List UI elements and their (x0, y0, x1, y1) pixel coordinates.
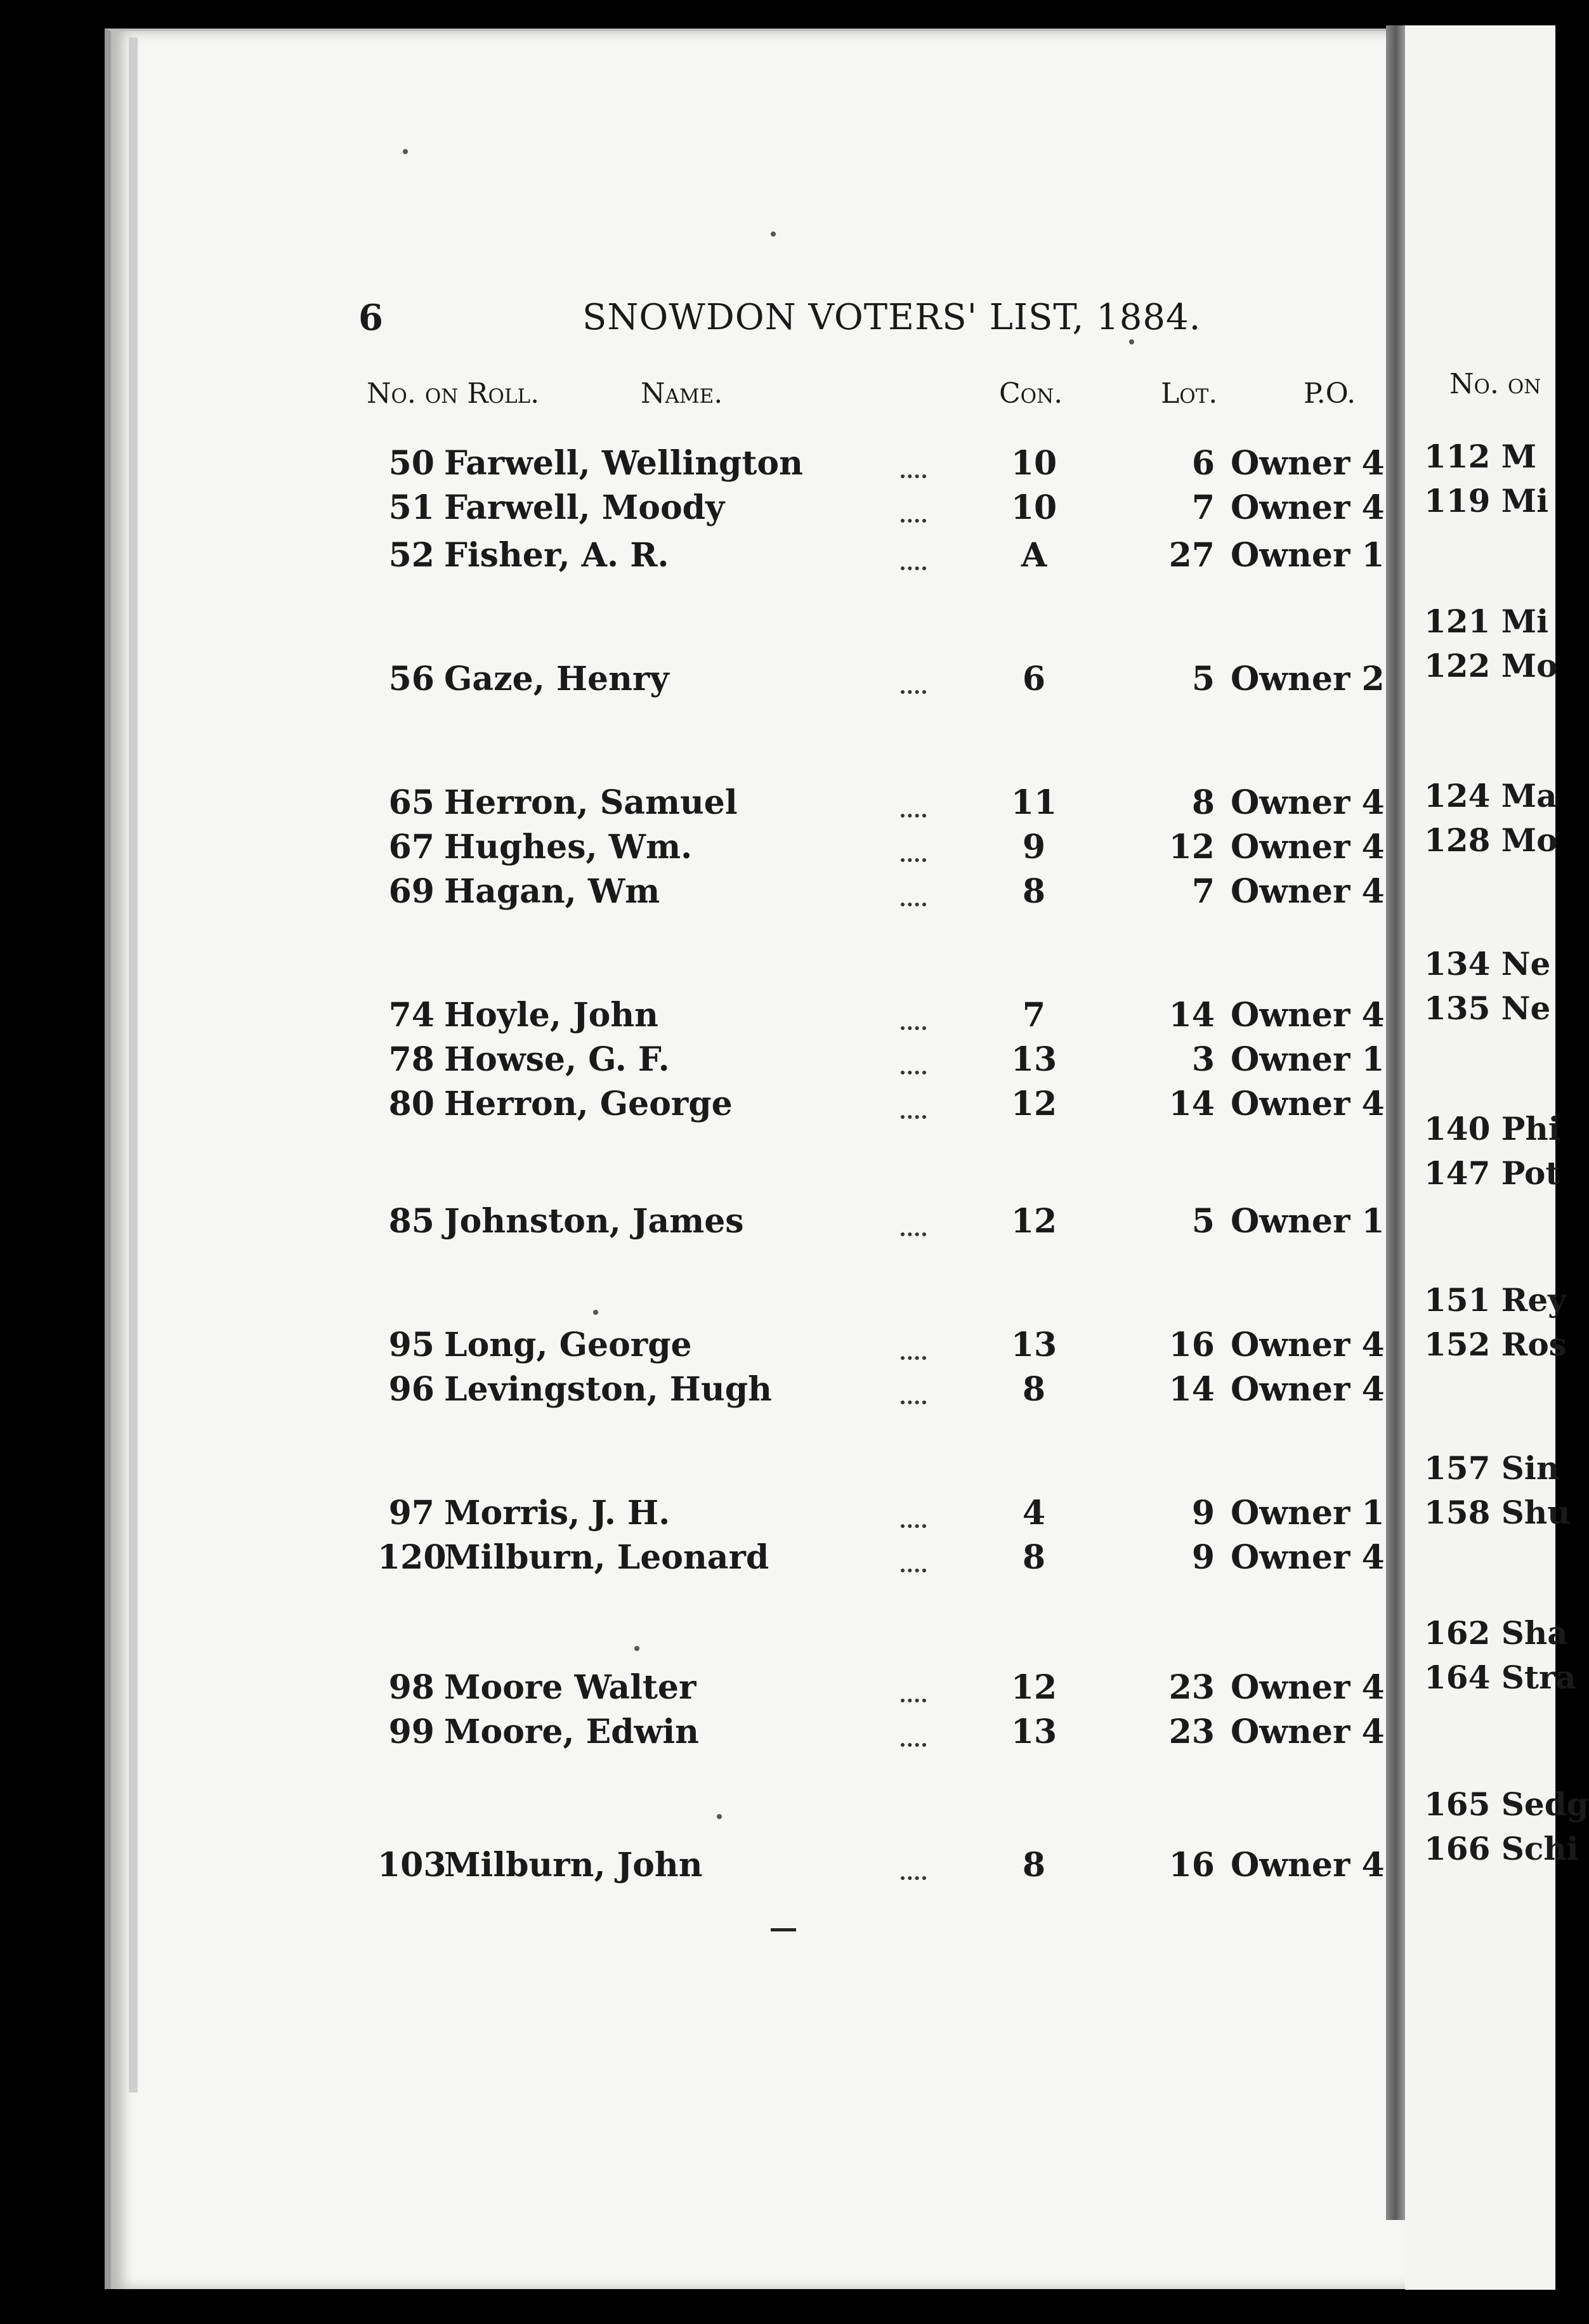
lot-number: 14 (1168, 996, 1215, 1035)
lot-number: 7 (1191, 488, 1215, 527)
voter-name: Herron, George (444, 1085, 733, 1123)
post-office: Owner 4 (1231, 1538, 1385, 1577)
voter-row (0, 1326, 1383, 1370)
post-office: Owner 1 (1231, 536, 1385, 575)
right-page-entry: 158 Shu (1424, 1494, 1571, 1531)
concession: 6 (1022, 660, 1046, 698)
roll-number: 65 (388, 783, 435, 822)
right-page-entry: 157 Sin (1424, 1449, 1560, 1487)
voter-name: Levingston, Hugh (444, 1370, 772, 1409)
header-con: Con. (999, 377, 1063, 410)
lot-number: 9 (1191, 1494, 1215, 1532)
right-page-entry: 162 Sha (1424, 1614, 1568, 1652)
concession: 12 (1010, 1085, 1057, 1123)
dot-leader (901, 512, 926, 523)
roll-number: 103 (377, 1846, 447, 1884)
voter-name: Milburn, John (444, 1846, 703, 1884)
dot-leader (901, 852, 926, 862)
dot-leader (901, 560, 926, 570)
post-office: Owner 1 (1231, 1494, 1385, 1532)
right-page-entry: 147 Pot (1424, 1154, 1560, 1192)
voter-name: Hagan, Wm (444, 872, 660, 911)
concession: 13 (1010, 1040, 1057, 1079)
header-name: Name. (641, 377, 723, 410)
voter-row (0, 1085, 1383, 1129)
voter-name: Morris, J. H. (444, 1494, 670, 1532)
roll-number: 52 (388, 536, 435, 575)
roll-number: 95 (388, 1326, 435, 1364)
header-po: P.O. (1304, 377, 1356, 410)
voter-row (0, 536, 1383, 580)
post-office: Owner 4 (1231, 1713, 1385, 1751)
roll-number: 97 (388, 1494, 435, 1532)
voter-row (0, 1202, 1383, 1246)
lot-number: 5 (1191, 660, 1215, 698)
dot-leader (901, 1394, 926, 1404)
dot-leader (901, 468, 926, 478)
roll-number: 56 (388, 660, 435, 698)
right-page-entry: 166 Schi (1424, 1830, 1579, 1867)
concession: 8 (1022, 1538, 1046, 1577)
lot-number: 23 (1168, 1668, 1215, 1707)
roll-number: 69 (388, 872, 435, 911)
post-office: Owner 4 (1231, 488, 1385, 527)
roll-number: 80 (388, 1085, 435, 1123)
voter-name: Moore Walter (444, 1668, 696, 1707)
end-dash (771, 1928, 796, 1931)
voter-name: Herron, Samuel (444, 783, 738, 822)
voter-row (0, 1713, 1383, 1757)
roll-number: 96 (388, 1370, 435, 1409)
roll-number: 120 (377, 1538, 447, 1577)
voter-name: Gaze, Henry (444, 660, 669, 698)
right-page-entry: 151 Rey (1424, 1281, 1567, 1319)
voter-row (0, 444, 1383, 488)
dot-leader (901, 807, 926, 818)
header-lot: Lot. (1161, 377, 1218, 410)
dot-leader (901, 1562, 926, 1572)
lot-number: 8 (1191, 783, 1215, 822)
right-page-entry: 122 Mo (1424, 647, 1558, 684)
dot-leader (901, 1109, 926, 1119)
concession: 13 (1010, 1713, 1057, 1751)
dot-leader (901, 896, 926, 906)
voter-row (0, 996, 1383, 1040)
post-office: Owner 4 (1231, 1326, 1385, 1364)
post-office: Owner 4 (1231, 1668, 1385, 1707)
concession: 10 (1010, 444, 1057, 483)
voter-name: Johnston, James (444, 1202, 744, 1241)
post-office: Owner 4 (1231, 872, 1385, 911)
dot-leader (901, 1350, 926, 1360)
voter-row (0, 660, 1383, 704)
concession: 10 (1010, 488, 1057, 527)
voter-row (0, 1370, 1383, 1414)
voter-name: Farwell, Moody (444, 488, 725, 527)
voter-row (0, 1538, 1383, 1583)
post-office: Owner 4 (1231, 1846, 1385, 1884)
right-page-entry: 152 Ros (1424, 1326, 1567, 1363)
dot-leader (901, 1692, 926, 1702)
lot-number: 14 (1168, 1370, 1215, 1409)
right-page-entry: 128 Mo (1424, 821, 1558, 859)
voter-row (0, 1494, 1383, 1538)
roll-number: 67 (388, 828, 435, 866)
right-page-entry: 121 Mi (1424, 603, 1549, 640)
concession: 4 (1022, 1494, 1046, 1532)
roll-number: 51 (388, 488, 435, 527)
right-page-entry: 134 Ne (1424, 945, 1551, 982)
right-header: No. on (1449, 368, 1541, 400)
dot-leader (901, 684, 926, 694)
book-spine (1386, 25, 1405, 2220)
roll-number: 98 (388, 1668, 435, 1707)
dot-leader (901, 1737, 926, 1747)
right-page-entry: 140 Phi (1424, 1110, 1560, 1147)
voter-name: Milburn, Leonard (444, 1538, 769, 1577)
voter-row (0, 828, 1383, 872)
dot-leader (901, 1518, 926, 1528)
post-office: Owner 1 (1231, 1040, 1385, 1079)
voter-row (0, 488, 1383, 533)
lot-number: 6 (1191, 444, 1215, 483)
post-office: Owner 4 (1231, 996, 1385, 1035)
voter-row (0, 1668, 1383, 1713)
concession: 12 (1010, 1668, 1057, 1707)
concession: 8 (1022, 1370, 1046, 1409)
right-page-entry: 135 Ne (1424, 989, 1551, 1027)
roll-number: 50 (388, 444, 435, 483)
dot-leader (901, 1870, 926, 1880)
voter-name: Hoyle, John (444, 996, 658, 1035)
voter-name: Howse, G. F. (444, 1040, 670, 1079)
roll-number: 78 (388, 1040, 435, 1079)
concession: 8 (1022, 1846, 1046, 1884)
concession: 9 (1022, 828, 1046, 866)
lot-number: 9 (1191, 1538, 1215, 1577)
right-page-entry: 119 Mi (1424, 482, 1549, 519)
lot-number: 14 (1168, 1085, 1215, 1123)
right-page-entry: 165 Sedg (1424, 1785, 1589, 1823)
lot-number: 7 (1191, 872, 1215, 911)
lot-number: 27 (1168, 536, 1215, 575)
lot-number: 5 (1191, 1202, 1215, 1241)
concession: 7 (1022, 996, 1046, 1035)
lot-number: 16 (1168, 1326, 1215, 1364)
right-page-entry: 112 M (1424, 438, 1537, 475)
dot-leader (901, 1020, 926, 1030)
concession: A (1021, 536, 1047, 575)
roll-number: 74 (388, 996, 435, 1035)
concession: 8 (1022, 872, 1046, 911)
header-roll: No. on Roll. (367, 377, 540, 410)
left-page (105, 29, 1405, 2289)
dot-leader (901, 1064, 926, 1074)
concession: 12 (1010, 1202, 1057, 1241)
lot-number: 23 (1168, 1713, 1215, 1751)
right-page-entry: 124 Ma (1424, 777, 1557, 814)
voter-name: Moore, Edwin (444, 1713, 699, 1751)
voter-name: Farwell, Wellington (444, 444, 803, 483)
concession: 13 (1010, 1326, 1057, 1364)
voter-row (0, 872, 1383, 917)
post-office: Owner 4 (1231, 783, 1385, 822)
post-office: Owner 4 (1231, 1085, 1385, 1123)
voter-name: Long, George (444, 1326, 692, 1364)
voter-row (0, 783, 1383, 828)
dot-leader (901, 1226, 926, 1236)
voter-row (0, 1846, 1383, 1890)
post-office: Owner 4 (1231, 1370, 1385, 1409)
concession: 11 (1010, 783, 1057, 822)
roll-number: 85 (388, 1202, 435, 1241)
lot-number: 12 (1168, 828, 1215, 866)
page-title: SNOWDON VOTERS' LIST, 1884. (582, 297, 1201, 338)
post-office: Owner 2 (1231, 660, 1385, 698)
voter-name: Hughes, Wm. (444, 828, 693, 866)
post-office: Owner 4 (1231, 828, 1385, 866)
voter-row (0, 1040, 1383, 1085)
page-number: 6 (358, 297, 383, 339)
post-office: Owner 4 (1231, 444, 1385, 483)
voter-name: Fisher, A. R. (444, 536, 669, 575)
lot-number: 3 (1191, 1040, 1215, 1079)
post-office: Owner 1 (1231, 1202, 1385, 1241)
right-page-entry: 164 Stra (1424, 1659, 1576, 1696)
roll-number: 99 (388, 1713, 435, 1751)
lot-number: 16 (1168, 1846, 1215, 1884)
